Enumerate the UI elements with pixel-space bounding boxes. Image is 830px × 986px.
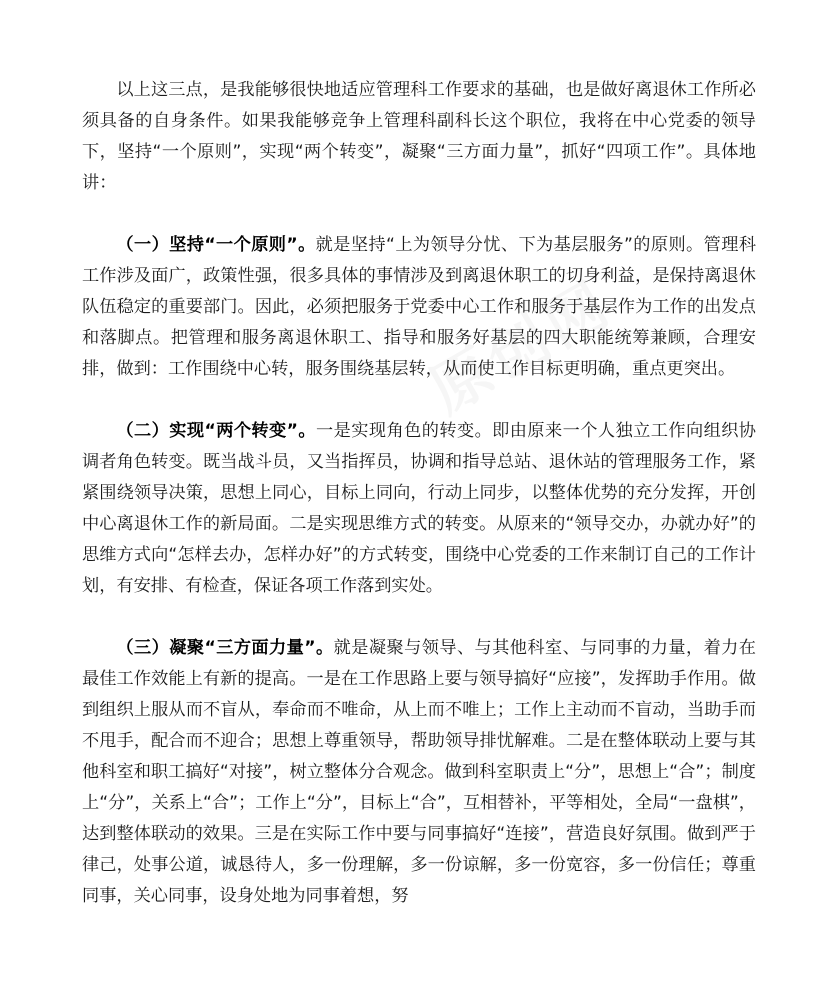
paragraph-text: 就是坚持“上为领导分忧、下为基层服务”的原则。管理科工作涉及面广，政策性强，很多具体的事情涉及到离退休职工的切身利益，是保持离退休队伍稳定的重要部门。因此，必须把服务于党委中心工作和服务于基层作为工作的出发点和落脚点。把管理和服务离退休职工、指导和服务好基层的四大职能统筹兼顾，合理安排，做到：工作围绕中心转，服务围绕基层转，从而使工作目标更明确，重点更突出。 — [82, 235, 757, 379]
paragraph-forces — [82, 633, 756, 912]
paragraph-text: 以上这三点，是我能够很快地适应管理科工作要求的基础，也是做好离退休工作所必须具备的自身条件。如果我能够竞争上管理科副科长这个职位，我将在中心党委的领导下，坚持“一个原则”，实现“两个转变”，凝聚“三方面力量”，抓好“四项工作”。具体地讲： — [82, 80, 756, 193]
paragraph-heading: （一）坚持“一个原则”。 — [116, 235, 316, 255]
paragraph-heading: （二）实现“两个转变”。 — [116, 421, 317, 441]
paragraph-principle — [82, 230, 756, 385]
paragraph-transformations — [82, 416, 756, 602]
paragraph-heading: （三）凝聚“三方面力量”。 — [116, 638, 334, 658]
document-body — [82, 75, 756, 912]
paragraph-intro — [82, 75, 756, 199]
paragraph-text: 一是实现角色的转变。即由原来一个人独立工作向组织协调者角色转变。既当战斗员，又当指挥员，协调和指导总站、退休站的管理服务工作，紧紧围绕领导决策，思想上同心，目标上同向，行动上同步，以整体优势的充分发挥，开创中心离退休工作的新局面。二是实现思维方式的转变。从原来的“领导交办，办就办好”的思维方式向“怎样去办，怎样办好”的方式转变，围绕中心党委的工作来制订自己的工作计划，有安排、有检查，保证各项工作落到实处。 — [82, 421, 756, 596]
paragraph-text: 就是凝聚与领导、与其他科室、与同事的力量，着力在最佳工作效能上有新的提高。一是在工作思路上要与领导搞好“应接”，发挥助手作用。做到组织上服从而不盲从，奉命而不唯命，从上而不唯上；工作上主动而不盲动，当助手而不甩手，配合而不迎合；思想上尊重领导，帮助领导排忧解难。二是在整体联动上要与其他科室和职工搞好“对接”，树立整体分合观念。做到科室职责上“分”，思想上“合”；制度上“分”，关系上“合”；工作上“分”，目标上“合”，互相替补，平等相处，全局“一盘棋”，达到整体联动的效果。三是在实际工作中要与同事搞好“连接”，营造良好氛围。做到严于律己，处事公道，诚恳待人，多一份理解，多一份谅解，多一份宽容，多一份信任；尊重同事，关心同事，设身处地为同事着想，努 — [82, 638, 756, 906]
